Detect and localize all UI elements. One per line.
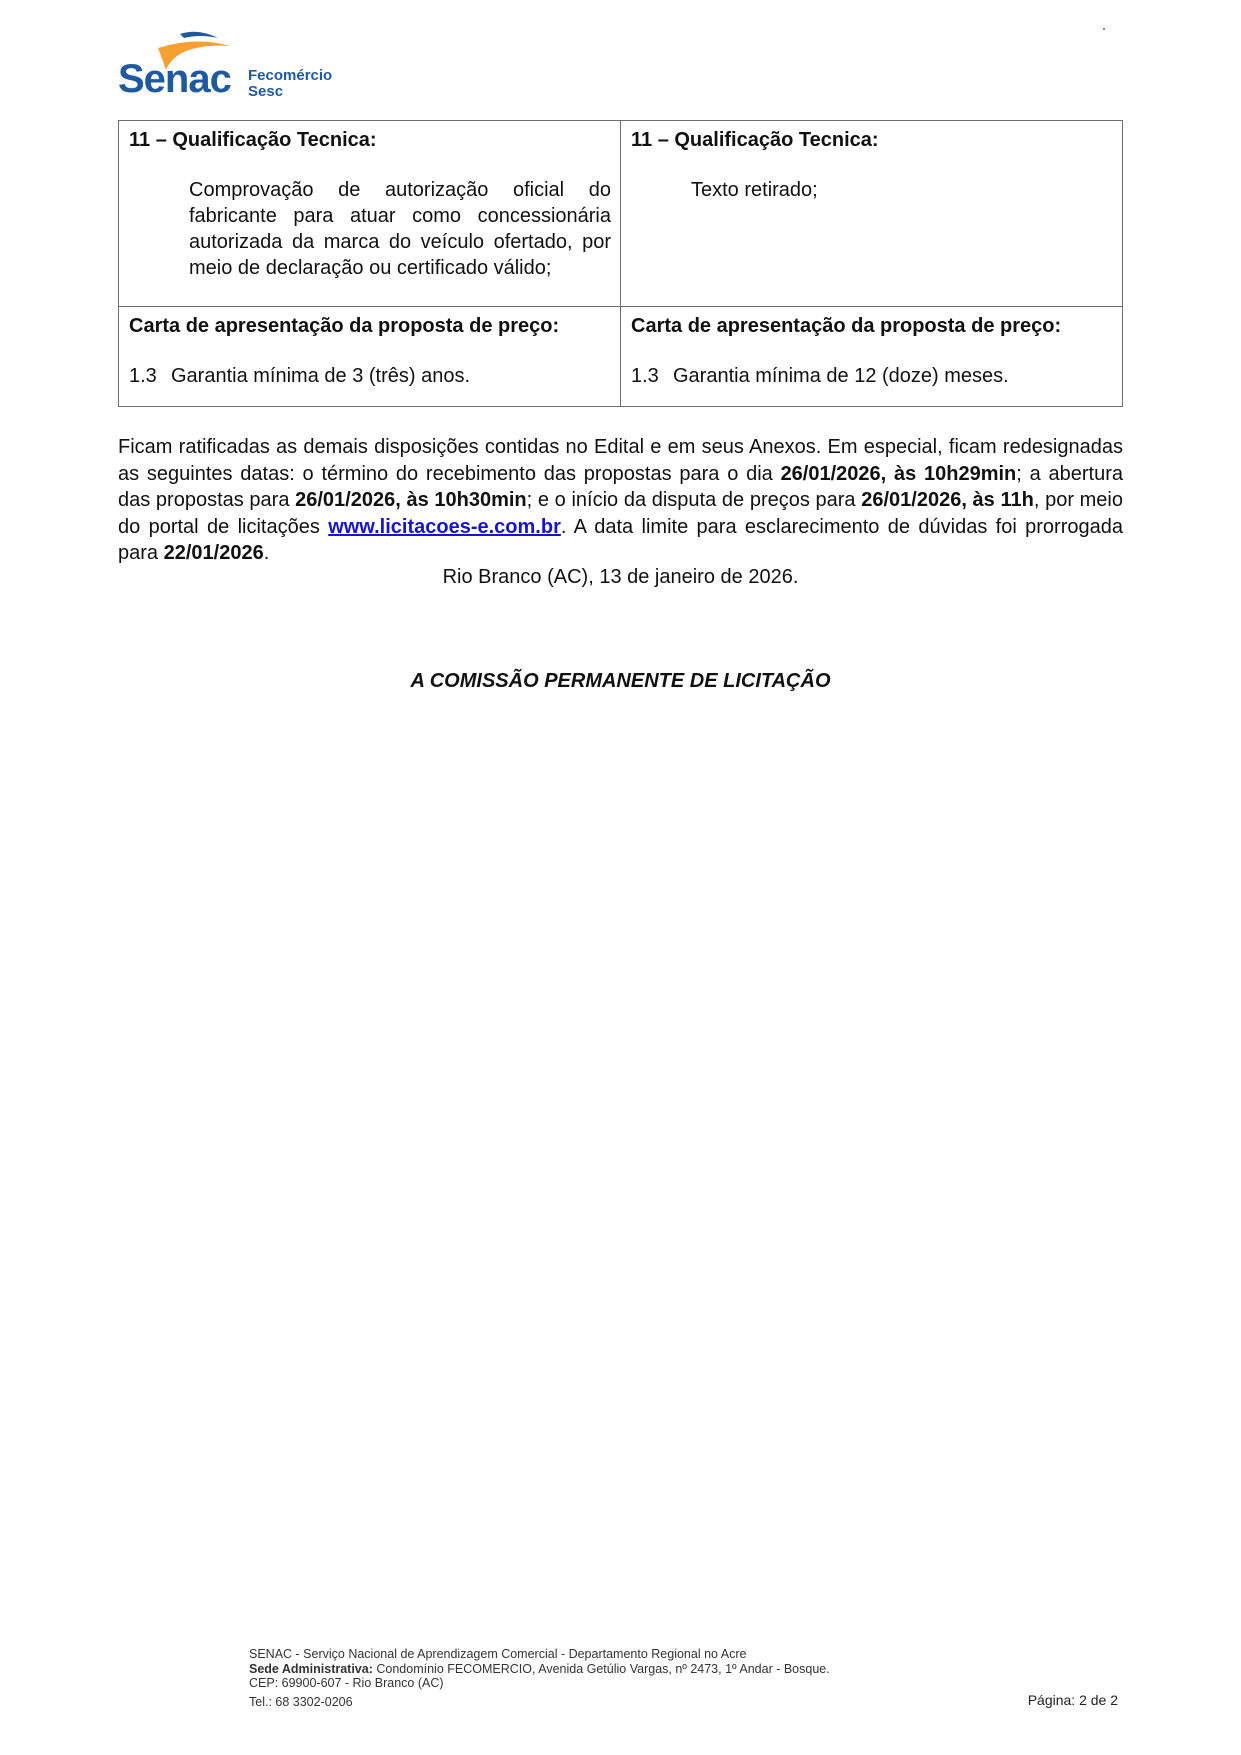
table-row [119,121,1123,307]
cell-heading: 11 – Qualificação Tecnica: [631,129,879,151]
item-text: Garantia mínima de 12 (doze) meses. [673,365,1009,387]
footer-tel: Tel.: 68 3302-0206 [249,1694,353,1709]
para-text: . A data limite para esclarecimento de dúvidas foi prorrogada para [118,515,1123,564]
table-cell-amended [621,121,1123,307]
footer-line-1: SENAC - Serviço Nacional de Aprendizagem Comercial - Departamento Regional no Acre [249,1647,747,1661]
para-text: ; e o início da disputa de preços para [526,489,862,511]
portal-link[interactable]: www.licitacoes-e.com.br [328,515,561,538]
footer-address: Condomínio FECOMERCIO, Avenida Getúlio Vargas, nº 2473, 1º Andar - Bosque. [372,1661,830,1676]
logo-wordmark: Senac [118,57,231,101]
para-text: Ficam ratificadas as demais disposições contidas no Edital e em seus Anexos. Em especial, ficam redesignadas as seguintes datas: o término do recebimento das propostas para o dia [118,436,1123,485]
table-row [119,307,1123,407]
footer-label: Sede Administrativa: [249,1661,373,1676]
senac-logo-graphic [118,26,368,106]
signature: A COMISSÃO PERMANENTE DE LICITAÇÃO [410,670,831,692]
para-text: ; a abertura das propostas para [118,462,1124,511]
dispute-date: 26/01/2026, às 11h [861,489,1034,511]
footer-line-3: CEP: 69900-607 - Rio Branco (AC) [249,1676,444,1690]
cell-heading: Carta de apresentação da proposta de preço: [631,315,1062,337]
para-text: . [263,542,270,564]
table-cell-original [119,121,621,307]
place-date: Rio Branco (AC), 13 de janeiro de 2026. [442,566,799,588]
logo-subtext-1: Fecomércio [248,67,333,84]
page-number: Página: 2 de 2 [1027,1692,1118,1708]
table-cell-amended [621,307,1123,407]
comparison-table [118,120,1123,407]
item-number: 1.3 [631,365,659,387]
logo-subtext-2: Sesc [248,83,284,100]
cell-text: Texto retirado; [691,179,818,201]
item-text: Garantia mínima de 3 (três) anos. [171,365,471,387]
table-cell-original [119,307,621,407]
senac-logo [118,26,368,106]
footer-line-2 [249,1662,830,1677]
cell-heading: Carta de apresentação da proposta de preço: [129,315,560,337]
footer [249,1647,830,1709]
deadline-proposals: 26/01/2026, às 10h29min [780,462,1017,485]
cell-heading: 11 – Qualificação Tecnica: [129,129,377,151]
clarification-deadline: 22/01/2026 [163,542,264,564]
item-number: 1.3 [129,365,157,387]
opening-date: 26/01/2026, às 10h30min [295,489,527,511]
cell-item [631,363,1113,389]
decorative-dot [1103,28,1105,30]
ratification-paragraph [118,434,1123,567]
cell-item [129,363,611,389]
cell-text: Comprovação de autorização oficial do fabricante para atuar como concessionária autorizada da marca do veículo ofertado, por meio de declaração ou certificado válido; [189,179,611,279]
para-text: , por meio do portal de licitações [118,489,1124,538]
